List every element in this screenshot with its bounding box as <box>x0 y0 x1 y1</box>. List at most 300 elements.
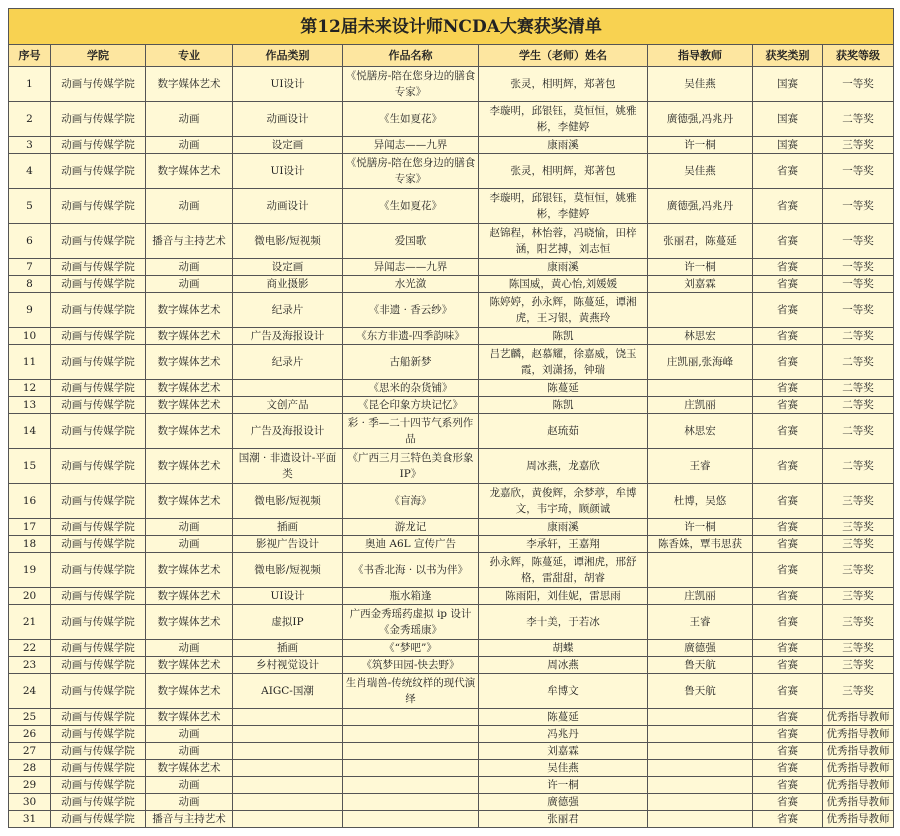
cell-award-level: 三等奖 <box>823 674 894 709</box>
cell-advisor: 张丽君，陈蔓延 <box>648 224 753 259</box>
cell-work-title: 《悦膳房-陪在您身边的膳食专家》 <box>343 67 479 102</box>
cell-major: 数字媒体艺术 <box>146 760 233 777</box>
cell-award-level: 三等奖 <box>823 605 894 640</box>
column-header-major: 专业 <box>146 45 233 67</box>
cell-work-title <box>343 777 479 794</box>
cell-major: 动画 <box>146 726 233 743</box>
cell-advisor: 庄凯丽,张海峰 <box>648 345 753 380</box>
cell-work-category: 乡村视觉设计 <box>233 657 343 674</box>
cell-advisor: 许一桐 <box>648 259 753 276</box>
cell-index: 19 <box>9 553 51 588</box>
cell-college: 动画与传媒学院 <box>51 154 146 189</box>
cell-award-level: 优秀指导教师 <box>823 709 894 726</box>
cell-advisor: 庄凯丽 <box>648 397 753 414</box>
cell-award-level: 二等奖 <box>823 328 894 345</box>
cell-index: 14 <box>9 414 51 449</box>
cell-work-category <box>233 726 343 743</box>
cell-work-category <box>233 380 343 397</box>
cell-college: 动画与传媒学院 <box>51 640 146 657</box>
cell-students: 许一桐 <box>479 777 648 794</box>
cell-students: 龙嘉欣，黄俊辉，余梦葶，牟博文，韦宇琦，顾颜诚 <box>479 484 648 519</box>
cell-index: 18 <box>9 536 51 553</box>
cell-work-title: 异闻志——九界 <box>343 259 479 276</box>
cell-index: 4 <box>9 154 51 189</box>
cell-award-level: 三等奖 <box>823 137 894 154</box>
cell-work-title <box>343 760 479 777</box>
cell-advisor: 王睿 <box>648 605 753 640</box>
column-header-college: 学院 <box>51 45 146 67</box>
table-row <box>9 259 894 276</box>
cell-advisor: 廣德强,冯兆丹 <box>648 189 753 224</box>
cell-award-type: 省赛 <box>753 328 823 345</box>
cell-award-level: 三等奖 <box>823 588 894 605</box>
cell-work-title: 广西金秀瑶药虚拟 ip 设计《金秀瑶康》 <box>343 605 479 640</box>
cell-award-level: 三等奖 <box>823 553 894 588</box>
table-row <box>9 760 894 777</box>
cell-award-level: 优秀指导教师 <box>823 777 894 794</box>
cell-work-title: 奥迪 A6L 宣传广告 <box>343 536 479 553</box>
cell-work-category: 广告及海报设计 <box>233 414 343 449</box>
cell-work-category: 商业摄影 <box>233 276 343 293</box>
cell-award-level: 二等奖 <box>823 397 894 414</box>
cell-award-type: 国赛 <box>753 137 823 154</box>
cell-work-title: 《广西三月三特色美食形象IP》 <box>343 449 479 484</box>
cell-students: 吴佳燕 <box>479 760 648 777</box>
table-row <box>9 657 894 674</box>
cell-work-title: 《生如夏花》 <box>343 102 479 137</box>
cell-students: 康雨溪 <box>479 519 648 536</box>
cell-work-category <box>233 743 343 760</box>
cell-award-level: 三等奖 <box>823 484 894 519</box>
cell-advisor <box>648 777 753 794</box>
cell-work-title <box>343 726 479 743</box>
cell-work-category: 动画设计 <box>233 102 343 137</box>
cell-award-type: 省赛 <box>753 657 823 674</box>
cell-students: 陈凯 <box>479 328 648 345</box>
cell-award-level: 三等奖 <box>823 640 894 657</box>
cell-students: 吕艺麟，赵慕耀，徐嘉威，饶玉霞，刘潇扬，钟瑞 <box>479 345 648 380</box>
cell-work-title <box>343 794 479 811</box>
cell-work-category: 设定画 <box>233 259 343 276</box>
cell-work-category: 插画 <box>233 519 343 536</box>
cell-students: 赵锦程，林怡蓉，冯晓愉，田梓涵，阳艺搏，刘志恒 <box>479 224 648 259</box>
cell-college: 动画与传媒学院 <box>51 259 146 276</box>
cell-students: 陈雨阳，刘佳妮，雷思雨 <box>479 588 648 605</box>
cell-award-type: 省赛 <box>753 224 823 259</box>
cell-college: 动画与传媒学院 <box>51 777 146 794</box>
cell-work-category: 动画设计 <box>233 189 343 224</box>
cell-college: 动画与传媒学院 <box>51 709 146 726</box>
cell-students: 张灵，相明辉，郑著包 <box>479 154 648 189</box>
cell-students: 陈蔓延 <box>479 709 648 726</box>
cell-award-type: 省赛 <box>753 811 823 828</box>
cell-work-title <box>343 811 479 828</box>
cell-award-level: 三等奖 <box>823 519 894 536</box>
cell-major: 动画 <box>146 137 233 154</box>
cell-work-category: 微电影/短视频 <box>233 484 343 519</box>
column-header-work-category: 作品类别 <box>233 45 343 67</box>
table-body <box>9 67 894 828</box>
cell-work-category: 微电影/短视频 <box>233 224 343 259</box>
cell-work-title: 《“梦吧”》 <box>343 640 479 657</box>
cell-advisor <box>648 293 753 328</box>
cell-college: 动画与传媒学院 <box>51 674 146 709</box>
cell-work-title: 《昆仑印象方块记忆》 <box>343 397 479 414</box>
column-header-index: 序号 <box>9 45 51 67</box>
table-row <box>9 293 894 328</box>
table-row <box>9 224 894 259</box>
cell-work-category <box>233 811 343 828</box>
cell-work-category: UI设计 <box>233 67 343 102</box>
cell-major: 数字媒体艺术 <box>146 553 233 588</box>
cell-students: 赵琉茹 <box>479 414 648 449</box>
cell-index: 3 <box>9 137 51 154</box>
cell-advisor: 廣德强 <box>648 640 753 657</box>
cell-index: 17 <box>9 519 51 536</box>
table-row <box>9 137 894 154</box>
cell-award-level: 优秀指导教师 <box>823 760 894 777</box>
table-row <box>9 189 894 224</box>
cell-advisor: 王睿 <box>648 449 753 484</box>
table-row <box>9 794 894 811</box>
cell-major: 数字媒体艺术 <box>146 293 233 328</box>
cell-college: 动画与传媒学院 <box>51 726 146 743</box>
cell-award-type: 省赛 <box>753 380 823 397</box>
table-row <box>9 380 894 397</box>
cell-college: 动画与传媒学院 <box>51 449 146 484</box>
cell-students: 周冰燕 <box>479 657 648 674</box>
table-row <box>9 102 894 137</box>
cell-work-title: 游龙记 <box>343 519 479 536</box>
cell-work-title: 彩 · 季—二十四节气系列作品 <box>343 414 479 449</box>
header-row <box>9 45 894 67</box>
table-row <box>9 726 894 743</box>
cell-work-title <box>343 743 479 760</box>
cell-work-title: 古船新梦 <box>343 345 479 380</box>
table-row <box>9 276 894 293</box>
cell-award-level: 二等奖 <box>823 414 894 449</box>
cell-index: 2 <box>9 102 51 137</box>
cell-college: 动画与传媒学院 <box>51 102 146 137</box>
cell-award-type: 省赛 <box>753 777 823 794</box>
cell-index: 7 <box>9 259 51 276</box>
cell-college: 动画与传媒学院 <box>51 519 146 536</box>
cell-award-type: 省赛 <box>753 536 823 553</box>
cell-major: 数字媒体艺术 <box>146 674 233 709</box>
cell-advisor: 杜博，吴悠 <box>648 484 753 519</box>
cell-students: 李承轩，王嘉翔 <box>479 536 648 553</box>
cell-index: 22 <box>9 640 51 657</box>
cell-advisor: 廣德强,冯兆丹 <box>648 102 753 137</box>
cell-award-level: 一等奖 <box>823 189 894 224</box>
cell-students: 牟博文 <box>479 674 648 709</box>
cell-college: 动画与传媒学院 <box>51 67 146 102</box>
cell-major: 数字媒体艺术 <box>146 67 233 102</box>
cell-major: 数字媒体艺术 <box>146 449 233 484</box>
cell-award-level: 三等奖 <box>823 536 894 553</box>
cell-major: 动画 <box>146 777 233 794</box>
cell-award-type: 省赛 <box>753 588 823 605</box>
cell-index: 10 <box>9 328 51 345</box>
cell-work-category: 文创产品 <box>233 397 343 414</box>
table-row <box>9 345 894 380</box>
cell-index: 25 <box>9 709 51 726</box>
cell-award-level: 优秀指导教师 <box>823 726 894 743</box>
cell-work-title: 《思米的杂货铺》 <box>343 380 479 397</box>
column-header-advisor: 指导教师 <box>648 45 753 67</box>
cell-award-type: 省赛 <box>753 519 823 536</box>
column-header-award-level: 获奖等级 <box>823 45 894 67</box>
table-row <box>9 519 894 536</box>
cell-college: 动画与传媒学院 <box>51 293 146 328</box>
cell-students: 李璇明，邱银钰，莫恒恒，姚雅彬，李健婷 <box>479 102 648 137</box>
cell-major: 数字媒体艺术 <box>146 657 233 674</box>
cell-major: 动画 <box>146 519 233 536</box>
cell-advisor: 刘嘉霖 <box>648 276 753 293</box>
cell-advisor: 林思宏 <box>648 328 753 345</box>
cell-award-type: 省赛 <box>753 794 823 811</box>
cell-award-type: 省赛 <box>753 259 823 276</box>
cell-work-title <box>343 709 479 726</box>
cell-students: 廣德强 <box>479 794 648 811</box>
cell-work-title: 瓶水箱逢 <box>343 588 479 605</box>
cell-students: 孙永辉，陈蔓延，谭湘虎，邢舒格，雷甜甜，胡睿 <box>479 553 648 588</box>
cell-index: 5 <box>9 189 51 224</box>
cell-award-level: 二等奖 <box>823 345 894 380</box>
table-row <box>9 605 894 640</box>
cell-award-type: 省赛 <box>753 726 823 743</box>
cell-index: 24 <box>9 674 51 709</box>
cell-award-type: 国赛 <box>753 67 823 102</box>
cell-work-category: 插画 <box>233 640 343 657</box>
cell-work-title: 异闻志——九界 <box>343 137 479 154</box>
cell-index: 9 <box>9 293 51 328</box>
cell-index: 27 <box>9 743 51 760</box>
award-list-document <box>8 8 893 828</box>
cell-work-title: 《盲海》 <box>343 484 479 519</box>
cell-college: 动画与传媒学院 <box>51 605 146 640</box>
cell-college: 动画与传媒学院 <box>51 657 146 674</box>
cell-major: 数字媒体艺术 <box>146 328 233 345</box>
cell-students: 李十美，于若冰 <box>479 605 648 640</box>
cell-award-type: 省赛 <box>753 743 823 760</box>
cell-award-level: 优秀指导教师 <box>823 794 894 811</box>
cell-award-type: 省赛 <box>753 345 823 380</box>
cell-advisor <box>648 743 753 760</box>
cell-work-category: 虚拟IP <box>233 605 343 640</box>
cell-college: 动画与传媒学院 <box>51 553 146 588</box>
table-row <box>9 154 894 189</box>
cell-work-title: 水光潋 <box>343 276 479 293</box>
cell-advisor <box>648 380 753 397</box>
cell-students: 张丽君 <box>479 811 648 828</box>
cell-major: 数字媒体艺术 <box>146 154 233 189</box>
column-header-work-title: 作品名称 <box>343 45 479 67</box>
cell-college: 动画与传媒学院 <box>51 536 146 553</box>
cell-college: 动画与传媒学院 <box>51 588 146 605</box>
cell-award-type: 省赛 <box>753 154 823 189</box>
table-row <box>9 484 894 519</box>
cell-major: 数字媒体艺术 <box>146 605 233 640</box>
cell-major: 动画 <box>146 794 233 811</box>
cell-award-level: 一等奖 <box>823 154 894 189</box>
cell-award-level: 优秀指导教师 <box>823 811 894 828</box>
cell-work-title: 《非遗 · 香云纱》 <box>343 293 479 328</box>
cell-college: 动画与传媒学院 <box>51 224 146 259</box>
table-row <box>9 414 894 449</box>
cell-work-title: 《悦膳房-陪在您身边的膳食专家》 <box>343 154 479 189</box>
column-header-students: 学生（老师）姓名 <box>479 45 648 67</box>
cell-work-category: UI设计 <box>233 588 343 605</box>
cell-advisor: 鲁天航 <box>648 674 753 709</box>
cell-major: 数字媒体艺术 <box>146 397 233 414</box>
table-row <box>9 397 894 414</box>
table-row <box>9 709 894 726</box>
cell-award-type: 国赛 <box>753 102 823 137</box>
cell-award-type: 省赛 <box>753 449 823 484</box>
cell-work-category <box>233 794 343 811</box>
table-row <box>9 674 894 709</box>
cell-index: 11 <box>9 345 51 380</box>
cell-students: 刘嘉霖 <box>479 743 648 760</box>
cell-index: 16 <box>9 484 51 519</box>
cell-work-category: 广告及海报设计 <box>233 328 343 345</box>
cell-work-category <box>233 709 343 726</box>
cell-award-level: 优秀指导教师 <box>823 743 894 760</box>
table-row <box>9 588 894 605</box>
cell-index: 13 <box>9 397 51 414</box>
cell-advisor: 许一桐 <box>648 519 753 536</box>
cell-award-level: 一等奖 <box>823 276 894 293</box>
cell-index: 21 <box>9 605 51 640</box>
cell-work-category: 纪录片 <box>233 345 343 380</box>
cell-award-type: 省赛 <box>753 397 823 414</box>
cell-college: 动画与传媒学院 <box>51 328 146 345</box>
cell-major: 动画 <box>146 536 233 553</box>
cell-advisor: 吴佳燕 <box>648 154 753 189</box>
column-header-award-type: 获奖类别 <box>753 45 823 67</box>
table-row <box>9 777 894 794</box>
cell-major: 数字媒体艺术 <box>146 709 233 726</box>
cell-work-category: 国潮 · 非遗设计-平面类 <box>233 449 343 484</box>
cell-advisor <box>648 726 753 743</box>
cell-students: 陈蔓延 <box>479 380 648 397</box>
cell-college: 动画与传媒学院 <box>51 760 146 777</box>
cell-work-category: UI设计 <box>233 154 343 189</box>
cell-advisor <box>648 794 753 811</box>
cell-major: 播音与主持艺术 <box>146 811 233 828</box>
cell-advisor <box>648 811 753 828</box>
cell-advisor: 许一桐 <box>648 137 753 154</box>
cell-work-category: 影视广告设计 <box>233 536 343 553</box>
cell-index: 29 <box>9 777 51 794</box>
cell-students: 康雨溪 <box>479 259 648 276</box>
cell-college: 动画与传媒学院 <box>51 743 146 760</box>
cell-major: 数字媒体艺术 <box>146 414 233 449</box>
cell-major: 数字媒体艺术 <box>146 380 233 397</box>
cell-award-level: 一等奖 <box>823 293 894 328</box>
cell-index: 26 <box>9 726 51 743</box>
cell-work-category: 设定画 <box>233 137 343 154</box>
cell-major: 动画 <box>146 640 233 657</box>
cell-work-title: 《东方非遗-四季韵味》 <box>343 328 479 345</box>
cell-college: 动画与传媒学院 <box>51 380 146 397</box>
cell-award-level: 二等奖 <box>823 380 894 397</box>
cell-college: 动画与传媒学院 <box>51 811 146 828</box>
cell-award-level: 一等奖 <box>823 67 894 102</box>
cell-college: 动画与传媒学院 <box>51 345 146 380</box>
cell-major: 动画 <box>146 259 233 276</box>
cell-college: 动画与传媒学院 <box>51 414 146 449</box>
cell-index: 23 <box>9 657 51 674</box>
cell-award-level: 一等奖 <box>823 259 894 276</box>
cell-work-category <box>233 777 343 794</box>
table-title: 第12届未来设计师NCDA大赛获奖清单 <box>9 9 894 45</box>
cell-award-type: 省赛 <box>753 414 823 449</box>
table-row <box>9 640 894 657</box>
cell-award-type: 省赛 <box>753 276 823 293</box>
cell-award-level: 一等奖 <box>823 224 894 259</box>
cell-award-type: 省赛 <box>753 709 823 726</box>
table-row <box>9 328 894 345</box>
table-row <box>9 743 894 760</box>
cell-advisor <box>648 553 753 588</box>
cell-work-title: 《书香北海 · 以书为伴》 <box>343 553 479 588</box>
cell-major: 播音与主持艺术 <box>146 224 233 259</box>
table-row <box>9 536 894 553</box>
cell-advisor <box>648 760 753 777</box>
table-row <box>9 67 894 102</box>
cell-work-category: AIGC-国潮 <box>233 674 343 709</box>
cell-award-type: 省赛 <box>753 189 823 224</box>
cell-major: 动画 <box>146 189 233 224</box>
cell-award-type: 省赛 <box>753 293 823 328</box>
cell-work-title: 《筑梦田园-快去野》 <box>343 657 479 674</box>
cell-major: 动画 <box>146 743 233 760</box>
cell-students: 冯兆丹 <box>479 726 648 743</box>
cell-students: 康雨溪 <box>479 137 648 154</box>
cell-index: 31 <box>9 811 51 828</box>
cell-advisor <box>648 709 753 726</box>
cell-work-category: 微电影/短视频 <box>233 553 343 588</box>
cell-work-category <box>233 760 343 777</box>
cell-work-title: 《生如夏花》 <box>343 189 479 224</box>
cell-major: 数字媒体艺术 <box>146 588 233 605</box>
cell-advisor: 鲁天航 <box>648 657 753 674</box>
cell-students: 周冰燕，龙嘉欣 <box>479 449 648 484</box>
cell-students: 陈国威，黄心怡,刘媛媛 <box>479 276 648 293</box>
cell-advisor: 庄凯丽 <box>648 588 753 605</box>
cell-index: 20 <box>9 588 51 605</box>
cell-index: 28 <box>9 760 51 777</box>
cell-students: 胡蝶 <box>479 640 648 657</box>
table-row <box>9 553 894 588</box>
cell-index: 12 <box>9 380 51 397</box>
award-table <box>8 8 894 828</box>
cell-college: 动画与传媒学院 <box>51 276 146 293</box>
cell-award-level: 二等奖 <box>823 449 894 484</box>
cell-major: 数字媒体艺术 <box>146 345 233 380</box>
cell-work-title: 爱国歌 <box>343 224 479 259</box>
cell-major: 动画 <box>146 276 233 293</box>
cell-students: 陈婷婷，孙永辉，陈蔓延，谭湘虎，王习银，黄燕玲 <box>479 293 648 328</box>
cell-students: 张灵，相明辉，郑著包 <box>479 67 648 102</box>
cell-award-level: 三等奖 <box>823 657 894 674</box>
cell-major: 动画 <box>146 102 233 137</box>
cell-college: 动画与传媒学院 <box>51 189 146 224</box>
cell-work-category: 纪录片 <box>233 293 343 328</box>
cell-award-type: 省赛 <box>753 760 823 777</box>
